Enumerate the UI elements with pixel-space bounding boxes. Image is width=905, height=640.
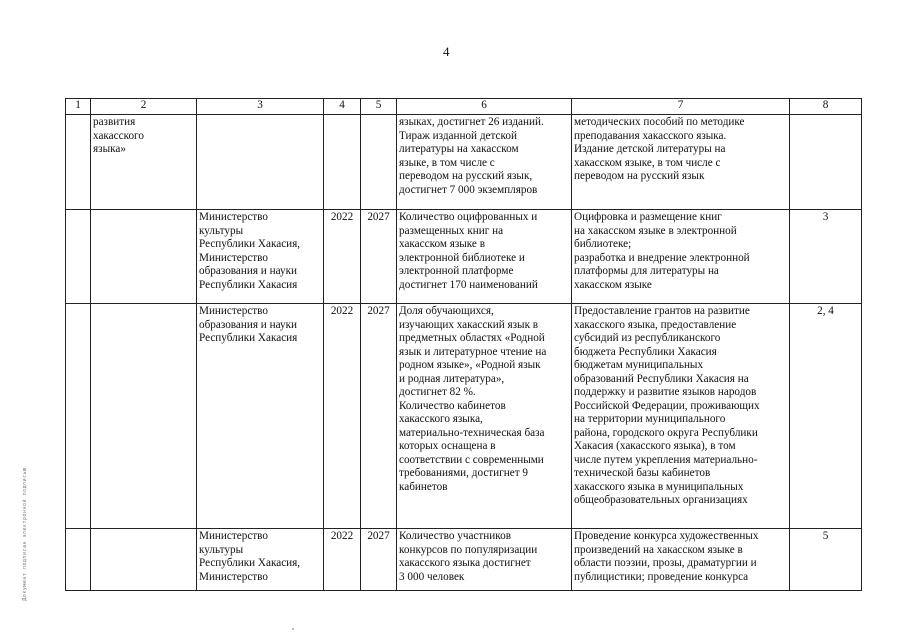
end-year-cell: 2027 (361, 210, 397, 304)
table-row (66, 529, 862, 591)
program-name-cell (91, 529, 197, 591)
table-row (66, 210, 862, 304)
start-year-cell: 2022 (324, 529, 361, 591)
program-name-cell (91, 304, 197, 529)
column-header-3: 3 (197, 99, 324, 115)
expected-result-cell: Доля обучающихся, изучающих хакасский язык в предметных областях «Родной язык и литературное чтение на родном языке», «Родной язык и родная литература», достигнет 82 %. Количество кабинетов хакасского языка, материально-техническая база которых оснащена в соответствии с современными требованиями, достигнет 9 кабинетов (397, 304, 572, 529)
column-header-1: 1 (66, 99, 91, 115)
executor-cell: Министерство образования и науки Республики Хакасия (197, 304, 324, 529)
table-header-row (66, 99, 862, 115)
expected-result-cell: языках, достигнет 26 изданий. Тираж изданной детской литературы на хакасском языке, в том числе с переводом на русский язык, достигнет 7 000 экземпляров (397, 115, 572, 210)
column-header-7: 7 (572, 99, 790, 115)
start-year-cell: 2022 (324, 210, 361, 304)
executor-cell (197, 115, 324, 210)
expected-result-cell: Количество участников конкурсов по популяризации хакасского языка достигнет 3 000 человек (397, 529, 572, 591)
executor-cell: Министерство культуры Республики Хакасия, Министерство (197, 529, 324, 591)
column-header-5: 5 (361, 99, 397, 115)
expected-result-cell: Количество оцифрованных и размещенных книг на хакасском языке в электронной библиотеке и электронной платформе достигнет 170 наименований (397, 210, 572, 304)
end-year-cell (361, 115, 397, 210)
row-number-cell (66, 115, 91, 210)
row-number-cell (66, 529, 91, 591)
table-row (66, 115, 862, 210)
column-header-8: 8 (790, 99, 862, 115)
row-number-cell (66, 210, 91, 304)
program-name-cell (91, 210, 197, 304)
executor-cell: Министерство культуры Республики Хакасия, Министерство образования и науки Республики Хакасия (197, 210, 324, 304)
electronic-signature-stamp (8, 467, 42, 601)
program-table (65, 98, 862, 591)
table-row (66, 304, 862, 529)
scan-artifact (292, 628, 294, 630)
program-name-cell: развития хакасского языка» (91, 115, 197, 210)
activities-cell: Предоставление грантов на развитие хакасского языка, предоставление субсидий из республиканского бюджета Республики Хакасия бюджетам муниципальных образований Республики Хакасия на поддержку и развитие языков народов Российской Федерации, проживающих на территории муниципального района, городского округа Республики Хакасия (хакасского языка), в том числе путем укрепления материально- технической базы кабинетов хакасского языка в муниципальных общеобразовательных организациях (572, 304, 790, 529)
end-year-cell: 2027 (361, 304, 397, 529)
column-header-4: 4 (324, 99, 361, 115)
page-number: 4 (443, 44, 450, 59)
end-year-cell: 2027 (361, 529, 397, 591)
indicator-link-cell: 3 (790, 210, 862, 304)
start-year-cell: 2022 (324, 304, 361, 529)
stamp-text: Документ подписан электронной подписью (22, 467, 28, 601)
activities-cell: Проведение конкурса художественных произведений на хакасском языке в области поэзии, прозы, драматургии и публицистики; проведение конкурса (572, 529, 790, 591)
row-number-cell (66, 304, 91, 529)
indicator-link-cell: 2, 4 (790, 304, 862, 529)
indicator-link-cell (790, 115, 862, 210)
column-header-2: 2 (91, 99, 197, 115)
activities-cell: Оцифровка и размещение книг на хакасском языке в электронной библиотеке; разработка и внедрение электронной платформы для литературы на хакасском языке (572, 210, 790, 304)
indicator-link-cell: 5 (790, 529, 862, 591)
activities-cell: методических пособий по методике преподавания хакасского языка. Издание детской литературы на хакасском языке, в том числе с переводом на русский язык (572, 115, 790, 210)
column-header-6: 6 (397, 99, 572, 115)
start-year-cell (324, 115, 361, 210)
